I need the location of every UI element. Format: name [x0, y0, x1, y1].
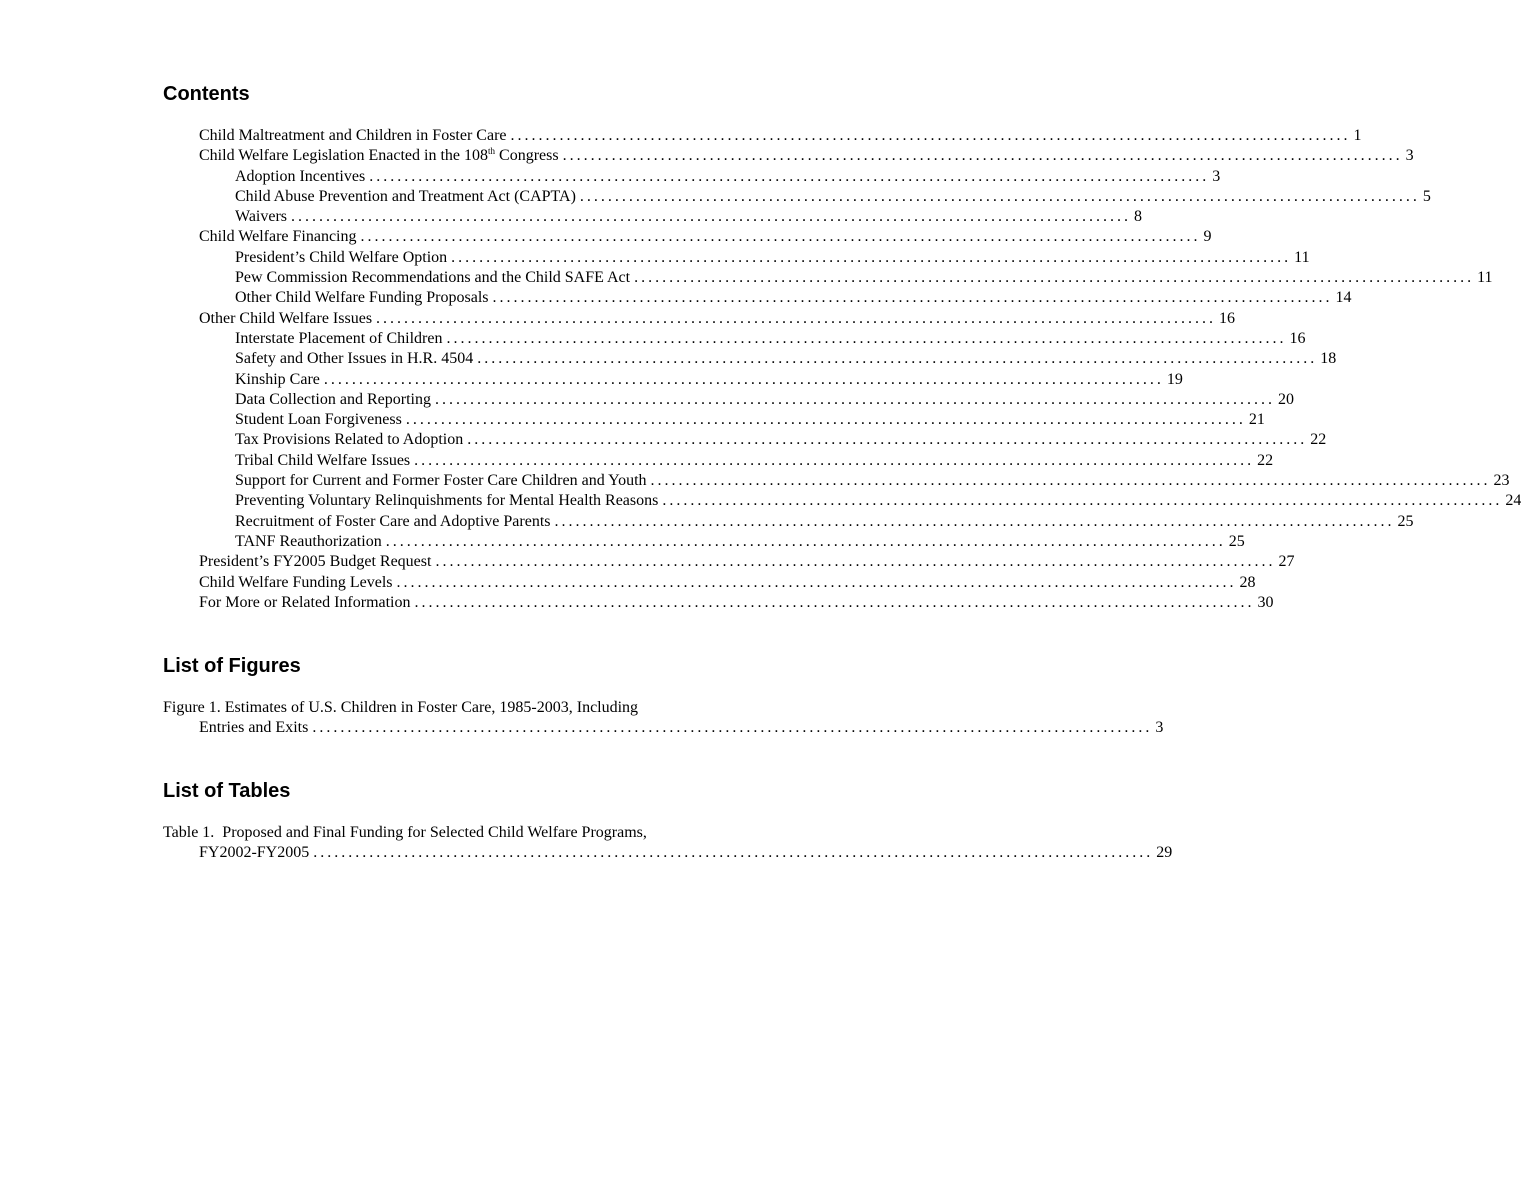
- toc-entry[interactable]: Preventing Voluntary Relinquishments for Mental Health Reasons ........................................................................................................................ 24: [163, 491, 758, 511]
- dot-leader: ........................................................................................................................: [562, 147, 1403, 165]
- dot-leader: ........................................................................................................................: [323, 370, 1164, 388]
- dot-leader: ........................................................................................................................: [446, 329, 1287, 347]
- dot-leader: ........................................................................................................................: [650, 472, 1491, 490]
- dot-leader: ........................................................................................................................: [414, 451, 1255, 469]
- toc-entry[interactable]: Interstate Placement of Children ........................................................................................................................ 16: [163, 329, 758, 349]
- tables-list: [163, 823, 1173, 864]
- toc-entry[interactable]: Pew Commission Recommendations and the Child SAFE Act ........................................................................................................................ 11: [163, 268, 758, 288]
- dot-leader: ........................................................................................................................: [434, 390, 1275, 408]
- contents-heading: Contents: [163, 83, 250, 105]
- contents-list: [163, 126, 1521, 613]
- list-of-tables-heading: List of Tables: [163, 780, 291, 802]
- dot-leader: ........................................................................................................................: [376, 309, 1217, 327]
- toc-entry[interactable]: Recruitment of Foster Care and Adoptive Parents ........................................................................................................................ 25: [163, 512, 758, 532]
- dot-leader: ........................................................................................................................: [414, 593, 1255, 611]
- dot-leader: ........................................................................................................................: [579, 187, 1420, 205]
- toc-entry[interactable]: President’s Child Welfare Option ........................................................................................................................ 11: [163, 248, 758, 268]
- toc-entry[interactable]: Child Welfare Legislation Enacted in the 108th Congress ........................................................................................................................ 3: [163, 146, 758, 166]
- toc-entry[interactable]: TANF Reauthorization ........................................................................................................................ 25: [163, 532, 758, 552]
- dot-leader: ........................................................................................................................: [369, 167, 1210, 185]
- dot-leader: ........................................................................................................................: [451, 248, 1292, 266]
- dot-leader: ........................................................................................................................: [385, 532, 1226, 550]
- dot-leader: ........................................................................................................................: [477, 350, 1318, 368]
- dot-leader: ........................................................................................................................: [435, 553, 1276, 571]
- dot-leader: ........................................................................................................................: [405, 411, 1246, 429]
- toc-entry[interactable]: Child Abuse Prevention and Treatment Act (CAPTA) ........................................................................................................................ 5: [163, 187, 758, 207]
- dot-leader: ........................................................................................................................: [492, 289, 1333, 307]
- figure-entry[interactable]: Figure 1. Estimates of U.S. Children in Foster Care, 1985-2003, Including Entries and Exits ........................................................................................................................ 3: [163, 698, 758, 739]
- toc-entry[interactable]: Adoption Incentives ........................................................................................................................ 3: [163, 167, 758, 187]
- list-of-figures-heading: List of Figures: [163, 655, 301, 677]
- toc-entry[interactable]: Support for Current and Former Foster Care Children and Youth ........................................................................................................................ 23: [163, 471, 758, 491]
- toc-entry[interactable]: Data Collection and Reporting ........................................................................................................................ 20: [163, 390, 758, 410]
- table-entry[interactable]: Table 1. Proposed and Final Funding for Selected Child Welfare Programs, FY2002-FY2005 ........................................................................................................................ 29: [163, 823, 758, 864]
- dot-leader: ........................................................................................................................: [291, 208, 1132, 226]
- dot-leader: ........................................................................................................................: [313, 844, 1154, 862]
- toc-entry[interactable]: Child Welfare Financing ........................................................................................................................ 9: [163, 227, 758, 247]
- toc-entry[interactable]: Other Child Welfare Issues ........................................................................................................................ 16: [163, 309, 758, 329]
- toc-entry[interactable]: Kinship Care ........................................................................................................................ 19: [163, 370, 758, 390]
- toc-entry[interactable]: Child Maltreatment and Children in Foster Care ........................................................................................................................ 1: [163, 126, 758, 146]
- toc-entry[interactable]: Waivers ........................................................................................................................ 8: [163, 207, 758, 227]
- toc-entry[interactable]: Tax Provisions Related to Adoption ........................................................................................................................ 22: [163, 430, 758, 450]
- dot-leader: ........................................................................................................................: [634, 269, 1475, 287]
- figures-list: [163, 698, 1164, 739]
- dot-leader: ........................................................................................................................: [554, 512, 1395, 530]
- dot-leader: ........................................................................................................................: [467, 431, 1308, 449]
- toc-entry[interactable]: For More or Related Information ........................................................................................................................ 30: [163, 593, 758, 613]
- dot-leader: ........................................................................................................................: [312, 719, 1153, 737]
- dot-leader: ........................................................................................................................: [396, 573, 1237, 591]
- toc-entry[interactable]: Tribal Child Welfare Issues ........................................................................................................................ 22: [163, 451, 758, 471]
- dot-leader: ........................................................................................................................: [510, 127, 1351, 144]
- toc-entry[interactable]: Safety and Other Issues in H.R. 4504 ........................................................................................................................ 18: [163, 349, 758, 369]
- toc-entry[interactable]: Child Welfare Funding Levels ........................................................................................................................ 28: [163, 573, 758, 593]
- dot-leader: ........................................................................................................................: [662, 492, 1503, 510]
- toc-entry[interactable]: Other Child Welfare Funding Proposals ........................................................................................................................ 14: [163, 288, 758, 308]
- toc-entry[interactable]: President’s FY2005 Budget Request ........................................................................................................................ 27: [163, 552, 758, 572]
- toc-entry[interactable]: Student Loan Forgiveness ........................................................................................................................ 21: [163, 410, 758, 430]
- dot-leader: ........................................................................................................................: [360, 228, 1201, 246]
